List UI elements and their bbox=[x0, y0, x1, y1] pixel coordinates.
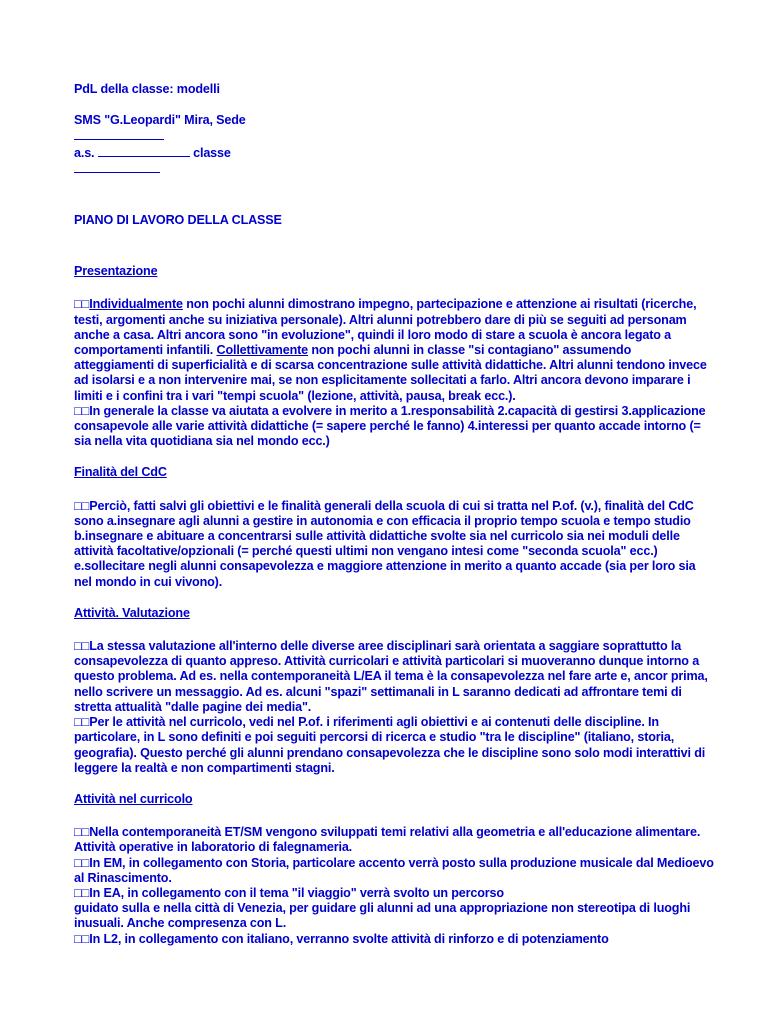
main-title: PIANO DI LAVORO DELLA CLASSE bbox=[74, 213, 282, 228]
emphasis-collettivamente: Collettivamente bbox=[216, 343, 309, 358]
class-label: classe bbox=[193, 145, 231, 160]
paragraph: □□In EM, in collegamento con Storia, particolare accento verrà posto sulla produzione musicale dal Medioevo al Rinascimento. bbox=[74, 855, 714, 885]
bullet-glyph: □□ bbox=[74, 297, 90, 312]
bullet-glyph: □□ bbox=[74, 885, 90, 900]
bullet-glyph: □□ bbox=[74, 715, 90, 730]
bullet-glyph: □□ bbox=[74, 498, 90, 513]
paragraph: □□In generale la classe va aiutata a evolvere in merito a 1.responsabilità 2.capacità di gestirsi 3.applicazione consapevole alle varie attività didattiche (= sapere perché le fanno) 4.interessi per quanto accade intorno (= sia nella vita quotidiana sia nel mondo ecc.) bbox=[74, 403, 706, 449]
bullet-glyph: □□ bbox=[74, 931, 90, 946]
paragraph: □□Nella contemporaneità ET/SM vengono sviluppati temi relativi alla geometria e all'educazione alimentare. Attività operative in laboratorio di falegnameria. bbox=[74, 825, 701, 855]
document-page bbox=[74, 82, 714, 947]
class-blank-line bbox=[74, 161, 714, 177]
year-class-line bbox=[74, 145, 714, 161]
section-attivita-curricolo bbox=[74, 825, 714, 947]
section-heading-attivita-valutazione: Attività. Valutazione bbox=[74, 605, 190, 620]
paragraph: □□In L2, in collegamento con italiano, verranno svolte attività di rinforzo e di potenziamento bbox=[74, 931, 609, 946]
paragraph: □□Individualmente non pochi alunni dimostrano impegno, partecipazione e attenzione ai risultati (ricerche, testi, argomenti anche su iniziativa personale). Altri alunni potrebbero dare di più se seguiti ad personam anche a casa. Altri ancora sono "in evoluzione", quindi il loro modo di stare a scuola è ancora legato a comportamenti infantili. Collettivamente non pochi alunni in classe "si contagiano" assumendo atteggiamenti di superficialità e di scarsa concentrazione sulle attività didattiche. Altri alunni tendono invece ad isolarsi e a non intervenire mai, se non esplicitamente sollecitati a farlo. Altri ancora devono imparare i limiti e i confini tra i vari "tempi scuola" (lezione, attività, pausa, break ecc.). bbox=[74, 297, 707, 403]
paragraph: □□In EA, in collegamento con il tema "il viaggio" verrà svolto un percorso guidato sulla e nella città di Venezia, per guidare gli alunni ad una appropriazione non stereotipa di luoghi inusuali. Anche compresenza con L. bbox=[74, 885, 691, 931]
school-blank-line bbox=[74, 128, 714, 144]
section-attivita-valutazione bbox=[74, 639, 714, 776]
bullet-glyph: □□ bbox=[74, 825, 90, 840]
section-heading-presentazione: Presentazione bbox=[74, 264, 158, 279]
section-heading-finalita: Finalità del CdC bbox=[74, 465, 167, 480]
paragraph: □□Per le attività nel curricolo, vedi nel P.of. i riferimenti agli obiettivi e ai contenuti delle discipline. In particolare, in L sono definiti e poi seguiti percorsi di ricerca e studio "tra le discipline" (italiano, storia, geografia). Questo perché gli alunni prendano consapevolezza che le discipline sono solo modi interattivi di leggere la realtà e non compartimenti stagni. bbox=[74, 715, 706, 775]
document-title: PdL della classe: modelli bbox=[74, 82, 220, 96]
paragraph: □□La stessa valutazione all'interno delle diverse aree disciplinari sarà orientata a saggiare soprattutto la consapevolezza di quanto appreso. Attività curricolari e attività particolari si muoveranno dunque intorno a questo problema. Ad es. nella contemporaneità L/EA il tema è la consapevolezza nel fare arte e, ancor prima, nello scrivere un messaggio. Ad es. alcuni "spazi" settimanali in L saranno dedicati ad affrontare temi di stretta attualità "dalle pagine dei media". bbox=[74, 639, 708, 714]
year-blank bbox=[98, 145, 190, 157]
section-finalita bbox=[74, 499, 714, 590]
school-name: SMS "G.Leopardi" Mira, Sede bbox=[74, 113, 246, 128]
bullet-glyph: □□ bbox=[74, 403, 90, 418]
bullet-glyph: □□ bbox=[74, 855, 90, 870]
paragraph: □□Perciò, fatti salvi gli obiettivi e le finalità generali della scuola di cui si tratta nel P.of. (v.), finalità del CdC sono a.insegnare agli alunni a gestire in autonomia e con efficacia il proprio tempo scuola e tempo studio b.insegnare e abituare a concentrarsi sulle attività didattiche svolte sia nel curricolo sia nei moduli delle attività facoltative/opzionali (= perché questi ultimi non vengano intesi come "seconda scuola" ecc.) e.sollecitare negli alunni consapevolezza e maggiore attenzione in merito a quanto accade (sia per loro sia nel mondo in cui vivono). bbox=[74, 498, 696, 589]
year-label: a.s. bbox=[74, 145, 95, 160]
bullet-glyph: □□ bbox=[74, 639, 90, 654]
emphasis-individualmente: Individualmente bbox=[89, 297, 183, 312]
section-heading-attivita-curricolo: Attività nel curricolo bbox=[74, 791, 193, 806]
section-presentazione bbox=[74, 297, 714, 449]
